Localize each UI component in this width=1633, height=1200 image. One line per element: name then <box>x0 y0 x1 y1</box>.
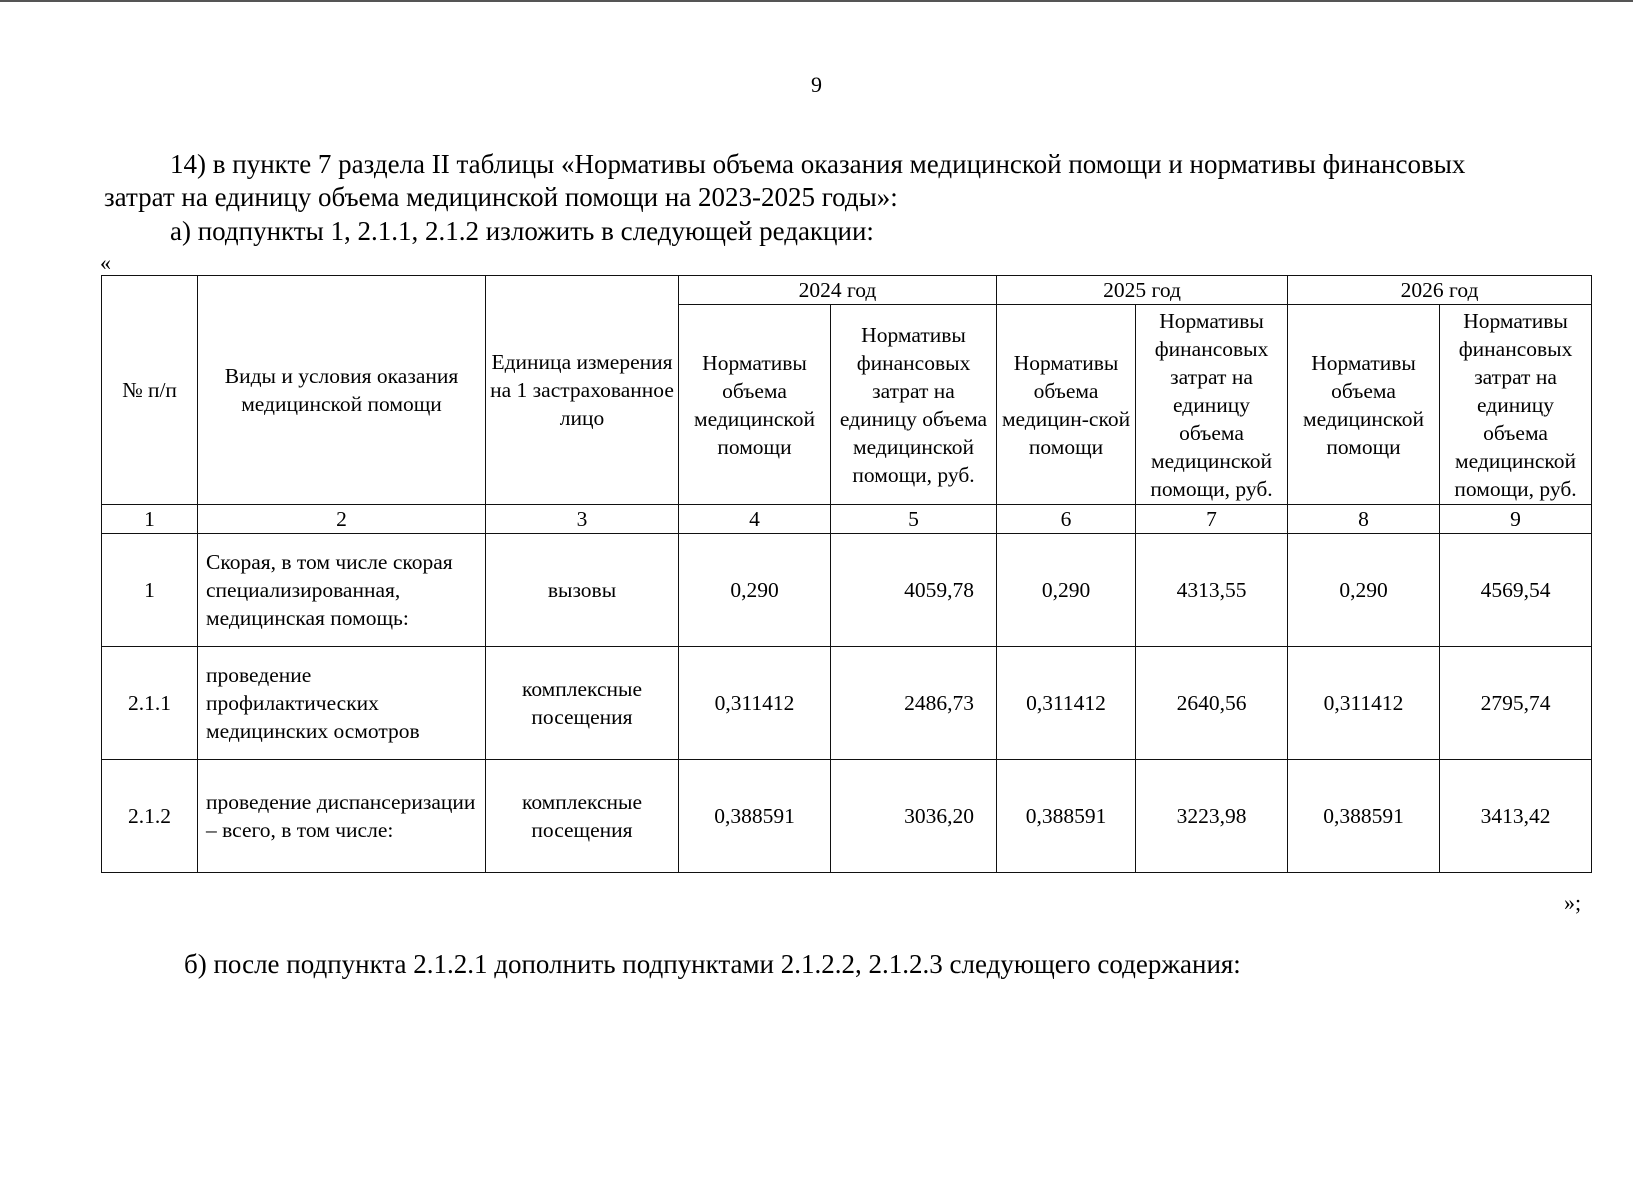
column-number: 4 <box>679 505 831 534</box>
row-num: 1 <box>102 534 198 647</box>
row-unit: комплексные посещения <box>486 760 679 873</box>
paragraph-subitem-b: б) после подпункта 2.1.2.1 дополнить подпунктами 2.1.2.2, 2.1.2.3 следующего содержания: <box>184 949 1241 979</box>
row-volume-2025: 0,388591 <box>997 760 1136 873</box>
row-volume-2026: 0,388591 <box>1288 760 1440 873</box>
header-cost-2024: Нормативы финансовых затрат на единицу объема медицинской помощи, руб. <box>831 305 997 505</box>
norms-table <box>101 275 1592 873</box>
table-row <box>102 534 1592 647</box>
row-cost-2026: 2795,74 <box>1440 647 1592 760</box>
header-year-2026: 2026 год <box>1288 276 1592 305</box>
row-volume-2025: 0,290 <box>997 534 1136 647</box>
paragraph-subitem-a: а) подпункты 1, 2.1.1, 2.1.2 изложить в следующей редакции: <box>170 216 874 246</box>
table-row <box>102 647 1592 760</box>
row-volume-2025: 0,311412 <box>997 647 1136 760</box>
row-volume-2026: 0,311412 <box>1288 647 1440 760</box>
header-volume-2025: Нормативы объема медицин-ской помощи <box>997 305 1136 505</box>
row-unit: комплексные посещения <box>486 647 679 760</box>
table-row <box>102 760 1592 873</box>
header-row-years <box>102 276 1592 305</box>
row-cost-2026: 4569,54 <box>1440 534 1592 647</box>
row-cost-2026: 3413,42 <box>1440 760 1592 873</box>
column-number: 5 <box>831 505 997 534</box>
header-num: № п/п <box>102 276 198 505</box>
top-border-line <box>0 0 1633 2</box>
row-cost-2024: 3036,20 <box>831 760 997 873</box>
row-type: проведение профилактических медицинских осмотров <box>198 647 486 760</box>
paragraph-item-14: 14) в пункте 7 раздела II таблицы «Нормативы объема оказания медицинской помощи и нормативы финансовых <box>170 149 1466 179</box>
row-cost-2025: 3223,98 <box>1136 760 1288 873</box>
column-number: 3 <box>486 505 679 534</box>
column-number: 2 <box>198 505 486 534</box>
column-number: 9 <box>1440 505 1592 534</box>
header-year-2024: 2024 год <box>679 276 997 305</box>
header-unit: Единица измерения на 1 застрахованное лицо <box>486 276 679 505</box>
opening-quote: « <box>100 250 111 275</box>
row-num: 2.1.2 <box>102 760 198 873</box>
closing-quote: »; <box>1564 890 1582 915</box>
column-number: 7 <box>1136 505 1288 534</box>
page-number: 9 <box>811 72 822 97</box>
row-volume-2026: 0,290 <box>1288 534 1440 647</box>
row-type: проведение диспансеризации – всего, в том числе: <box>198 760 486 873</box>
header-cost-2026: Нормативы финансовых затрат на единицу объема медицинской помощи, руб. <box>1440 305 1592 505</box>
row-volume-2024: 0,290 <box>679 534 831 647</box>
column-number: 1 <box>102 505 198 534</box>
header-cost-2025: Нормативы финансовых затрат на единицу объема медицинской помощи, руб. <box>1136 305 1288 505</box>
header-types: Виды и условия оказания медицинской помощи <box>198 276 486 505</box>
paragraph-item-14-continuation: затрат на единицу объема медицинской помощи на 2023-2025 годы»: <box>104 182 898 212</box>
header-volume-2026: Нормативы объема медицинской помощи <box>1288 305 1440 505</box>
row-num: 2.1.1 <box>102 647 198 760</box>
row-volume-2024: 0,311412 <box>679 647 831 760</box>
column-number: 6 <box>997 505 1136 534</box>
row-cost-2024: 4059,78 <box>831 534 997 647</box>
header-volume-2024: Нормативы объема медицинской помощи <box>679 305 831 505</box>
header-year-2025: 2025 год <box>997 276 1288 305</box>
row-cost-2024: 2486,73 <box>831 647 997 760</box>
row-cost-2025: 2640,56 <box>1136 647 1288 760</box>
column-number-row <box>102 505 1592 534</box>
row-unit: вызовы <box>486 534 679 647</box>
row-volume-2024: 0,388591 <box>679 760 831 873</box>
row-cost-2025: 4313,55 <box>1136 534 1288 647</box>
column-number: 8 <box>1288 505 1440 534</box>
row-type: Скорая, в том числе скорая специализированная, медицинская помощь: <box>198 534 486 647</box>
